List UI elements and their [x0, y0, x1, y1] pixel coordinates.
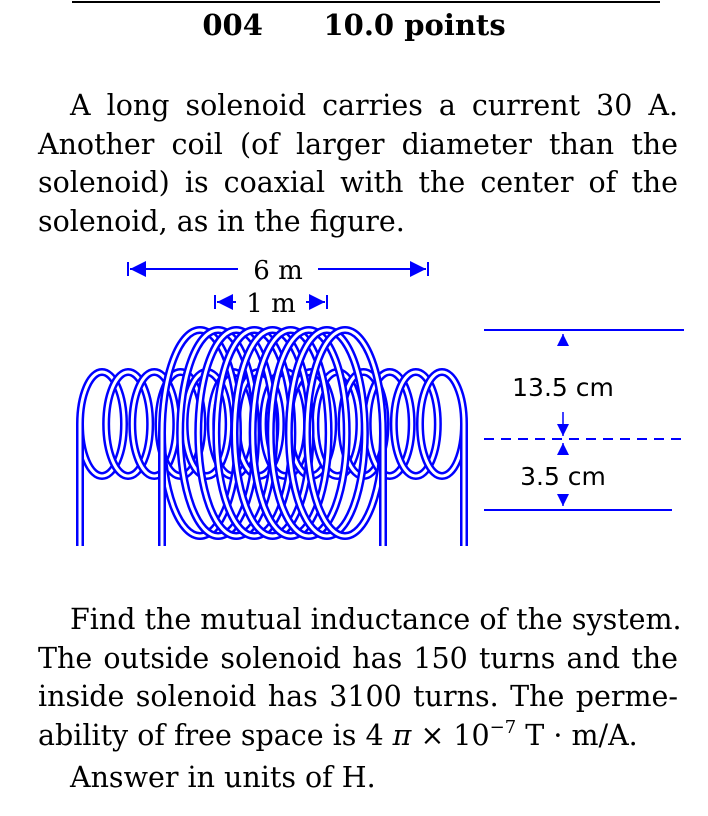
pi-symbol: π [392, 718, 412, 752]
label-1m: 1 m [246, 289, 296, 319]
dimension-6m [128, 256, 428, 286]
inner-turn-core [394, 372, 438, 476]
intro-line-2: Another coil (of larger diameter than the [38, 127, 678, 161]
radius-dimensions [484, 330, 684, 510]
question-line-1: Find the mutual inductance of the system. [70, 603, 682, 636]
question-line-2: The outside solenoid has 150 turns and the [38, 641, 678, 675]
inner-turn-core [80, 372, 124, 476]
inner-turn-core [420, 372, 464, 476]
label-6m: 6 m [253, 256, 303, 286]
outer-coil [162, 330, 383, 546]
problem-number: 004 [202, 8, 263, 42]
intro-line-1: A long solenoid carries a current 30 A. [70, 89, 678, 122]
question-paragraph [38, 601, 682, 798]
answer-units-line: Answer in units of H. [70, 761, 376, 794]
intro-line-4: solenoid, as in the figure. [38, 204, 405, 238]
label-3-5-cm: 3.5 cm [520, 462, 606, 491]
intro-line-3: solenoid) is coaxial with the center of the [38, 166, 678, 199]
problem-points: 10.0 points [323, 8, 506, 42]
exponent: −7 [489, 716, 517, 738]
label-13-5-cm: 13.5 cm [512, 373, 614, 402]
inner-turn-core [106, 372, 150, 476]
inner-turn-core [368, 372, 412, 476]
question-line-3: inside solenoid has 3100 turns. The perme- [38, 680, 678, 713]
dimension-1m [215, 289, 327, 319]
question-line-4: ability of free space is 4 $\pi \times 10^{-7}$ T · m/A. [38, 716, 638, 752]
